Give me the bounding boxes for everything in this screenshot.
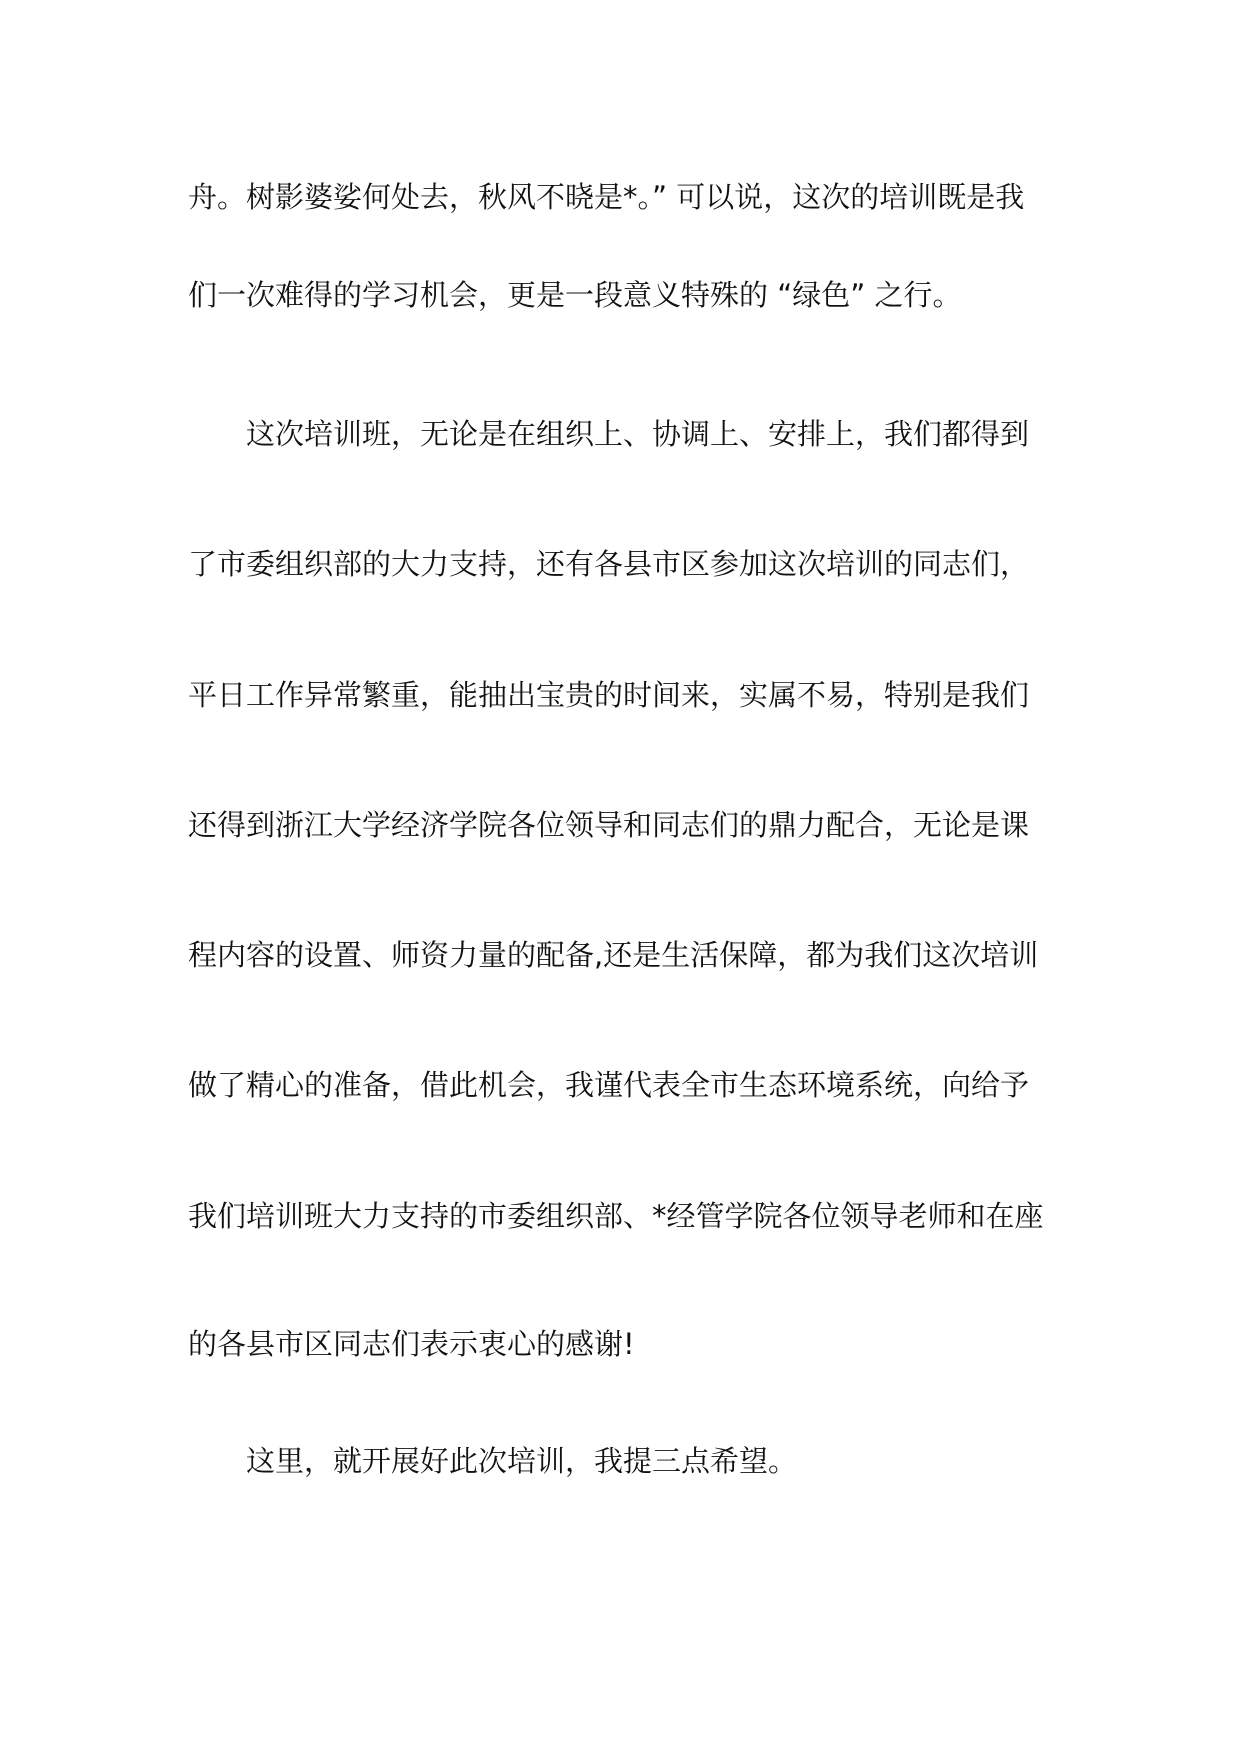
paragraph-start-line: 这次培训班，无论是在组织上、协调上、安排上，我们都得到 bbox=[246, 417, 1030, 451]
paragraph-start-line: 这里，就开展好此次培训，我提三点希望。 bbox=[246, 1444, 798, 1478]
text-line: 的各县市区同志们表示衷心的感谢! bbox=[188, 1327, 635, 1361]
text-line: 平日工作异常繁重，能抽出宝贵的时间来，实属不易，特别是我们 bbox=[188, 678, 1030, 712]
text-line: 们一次难得的学习机会，更是一段意义特殊的 “绿色” 之行。 bbox=[188, 278, 962, 312]
text-line: 舟。树影婆娑何处去，秋风不晓是*。” 可以说，这次的培训既是我 bbox=[188, 180, 1025, 214]
text-line: 还得到浙江大学经济学院各位领导和同志们的鼎力配合，无论是课 bbox=[188, 808, 1030, 842]
text-line: 了市委组织部的大力支持，还有各县市区参加这次培训的同志们， bbox=[188, 547, 1030, 581]
text-line: 我们培训班大力支持的市委组织部、*经管学院各位领导老师和在座 bbox=[188, 1199, 1044, 1233]
text-line: 程内容的设置、师资力量的配备,还是生活保障，都为我们这次培训 bbox=[188, 938, 1039, 972]
text-line: 做了精心的准备，借此机会，我谨代表全市生态环境系统，向给予 bbox=[188, 1068, 1030, 1102]
